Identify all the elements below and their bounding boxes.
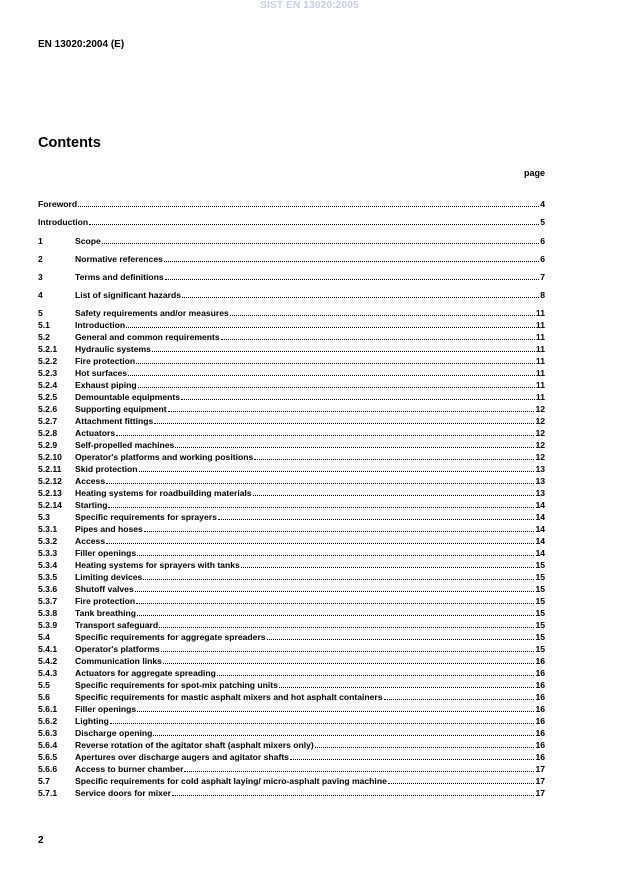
toc-entry[interactable] (38, 668, 545, 678)
toc-entry-page: 11 (535, 308, 545, 318)
toc-entry-page: 12 (535, 404, 545, 414)
toc-entry-title: Foreword (38, 199, 78, 209)
standard-id-header: EN 13020:2004 (E) (38, 39, 125, 50)
toc-entry-number: 5.3 (38, 512, 50, 522)
toc-entry-page: 16 (535, 668, 545, 678)
toc-entry-number: 5.3.3 (38, 548, 58, 558)
toc-entry-number: 5.2.10 (38, 452, 62, 462)
toc-entry-number: 5.4.1 (38, 644, 58, 654)
toc-entry[interactable] (38, 488, 545, 498)
toc-entry[interactable] (38, 740, 545, 750)
toc-dot-leader (138, 380, 535, 388)
toc-entry-page: 14 (535, 512, 545, 522)
toc-dot-leader (135, 584, 535, 592)
toc-entry-page: 13 (535, 464, 545, 474)
page-column-label: page (523, 168, 545, 178)
toc-entry-page: 15 (535, 596, 545, 606)
toc-entry-number: 5.1 (38, 320, 50, 330)
toc-entry-title: General and common requirements (75, 332, 220, 342)
toc-entry[interactable] (38, 596, 545, 606)
toc-entry[interactable] (38, 788, 545, 798)
toc-entry[interactable] (38, 368, 545, 378)
toc-entry-title: Operator's platforms and working positions (75, 452, 254, 462)
toc-dot-leader (110, 716, 535, 724)
toc-dot-leader (164, 254, 539, 262)
toc-dot-leader (253, 488, 535, 496)
toc-entry-title: Scope (75, 236, 101, 246)
toc-entry-page: 8 (540, 290, 545, 300)
toc-dot-leader (161, 644, 535, 652)
toc-dot-leader (181, 392, 535, 400)
toc-dot-leader (143, 572, 534, 580)
toc-dot-leader (241, 560, 535, 568)
toc-entry-number: 5.3.6 (38, 584, 58, 594)
toc-entry[interactable] (38, 512, 545, 522)
toc-entry-title: Service doors for mixer (75, 788, 172, 798)
toc-entry[interactable] (38, 404, 545, 414)
toc-entry[interactable] (38, 704, 545, 714)
toc-entry-title: Actuators for aggregate spreading (75, 668, 216, 678)
toc-entry-title: Heating systems for roadbuilding materials (75, 488, 252, 498)
toc-entry-number: 5.6.6 (38, 764, 58, 774)
toc-entry-page: 14 (535, 524, 545, 534)
toc-entry-page: 17 (535, 788, 545, 798)
toc-entry[interactable] (38, 356, 545, 366)
toc-dot-leader (154, 416, 534, 424)
toc-entry[interactable] (38, 764, 545, 774)
toc-dot-leader (182, 290, 539, 298)
toc-entry-title: Filler openings (75, 548, 137, 558)
toc-entry-number: 5.7.1 (38, 788, 58, 798)
toc-entry-page: 11 (535, 332, 545, 342)
toc-entry-title: Demountable equipments (75, 392, 181, 402)
toc-entry-number: 5.2.12 (38, 476, 62, 486)
toc-entry-title: Self-propelled machines (75, 440, 175, 450)
toc-dot-leader (279, 680, 534, 688)
toc-entry-page: 15 (535, 584, 545, 594)
toc-entry-page: 16 (535, 692, 545, 702)
toc-entry-page: 11 (535, 392, 545, 402)
toc-entry[interactable] (38, 440, 545, 450)
toc-dot-leader (126, 320, 535, 328)
toc-dot-leader (172, 788, 534, 796)
toc-entry-number: 5.2.4 (38, 380, 58, 390)
toc-entry-title: Terms and definitions (75, 272, 164, 282)
toc-entry-number: 5.3.2 (38, 536, 58, 546)
toc-entry-page: 15 (535, 644, 545, 654)
toc-entry-number: 5.3.8 (38, 608, 58, 618)
toc-dot-leader (137, 704, 534, 712)
toc-entry-page: 17 (535, 764, 545, 774)
toc-entry-title: Access (75, 476, 106, 486)
toc-entry[interactable] (38, 572, 545, 582)
toc-dot-leader (139, 464, 535, 472)
toc-entry-title: Exhaust piping (75, 380, 137, 390)
toc-entry-page: 13 (535, 488, 545, 498)
toc-dot-leader (108, 500, 534, 508)
toc-dot-leader (137, 608, 534, 616)
page-number: 2 (38, 835, 44, 846)
toc-dot-leader (184, 764, 534, 772)
toc-entry-number: 5.3.5 (38, 572, 58, 582)
toc-entry-page: 11 (535, 356, 545, 366)
toc-entry-page: 11 (535, 368, 545, 378)
toc-dot-leader (152, 344, 535, 352)
toc-dot-leader (153, 728, 534, 736)
toc-dot-leader (168, 404, 535, 412)
toc-entry-title: Actuators (75, 428, 116, 438)
toc-entry-page: 11 (535, 320, 545, 330)
toc-entry-page: 13 (535, 476, 545, 486)
toc-entry-title: Fire protection (75, 596, 136, 606)
toc-entry-number: 5.4 (38, 632, 50, 642)
toc-entry-page: 12 (535, 440, 545, 450)
toc-entry-page: 14 (535, 500, 545, 510)
toc-entry-title: Access to burner chamber (75, 764, 184, 774)
toc-entry-page: 12 (535, 428, 545, 438)
toc-entry[interactable] (38, 608, 545, 618)
toc-dot-leader (217, 668, 535, 676)
toc-entry[interactable] (38, 476, 545, 486)
toc-entry-title: List of significant hazards (75, 290, 182, 300)
toc-entry[interactable] (38, 199, 545, 209)
toc-entry-number: 5.2 (38, 332, 50, 342)
toc-entry-number: 5.3.9 (38, 620, 58, 630)
toc-entry-title: Lighting (75, 716, 109, 726)
toc-entry-page: 6 (540, 254, 545, 264)
toc-entry[interactable] (38, 680, 545, 690)
toc-entry-page: 4 (540, 199, 545, 209)
toc-entry[interactable] (38, 308, 545, 318)
page-title: Contents (38, 135, 101, 151)
toc-entry[interactable] (38, 290, 545, 300)
toc-entry[interactable] (38, 332, 545, 342)
toc-entry-number: 5.2.3 (38, 368, 58, 378)
toc-entry[interactable] (38, 428, 545, 438)
toc-entry-number: 5.4.2 (38, 656, 58, 666)
toc-entry-page: 5 (540, 217, 545, 227)
toc-dot-leader (290, 752, 534, 760)
toc-entry[interactable] (38, 524, 545, 534)
toc-dot-leader (136, 356, 535, 364)
toc-entry-page: 7 (540, 272, 545, 282)
toc-entry-number: 5.3.1 (38, 524, 58, 534)
toc-entry-page: 16 (535, 704, 545, 714)
toc-entry-page: 6 (540, 236, 545, 246)
toc-entry-title: Filler openings (75, 704, 137, 714)
toc-dot-leader (315, 740, 535, 748)
toc-entry-number: 2 (38, 254, 43, 264)
toc-entry-number: 5.6.4 (38, 740, 58, 750)
toc-entry-page: 15 (535, 608, 545, 618)
toc-dot-leader (144, 524, 535, 532)
toc-entry-page: 14 (535, 536, 545, 546)
toc-entry-title: Reverse rotation of the agitator shaft (asphalt mixers only) (75, 740, 314, 750)
toc-entry[interactable] (38, 464, 545, 474)
toc-entry-number: 5.6.2 (38, 716, 58, 726)
toc-entry-page: 12 (535, 452, 545, 462)
toc-entry[interactable] (38, 536, 545, 546)
toc-dot-leader (159, 620, 534, 628)
toc-entry-page: 11 (535, 344, 545, 354)
toc-entry-page: 15 (535, 620, 545, 630)
toc-entry-title: Skid protection (75, 464, 138, 474)
toc-entry-title: Discharge opening (75, 728, 153, 738)
toc-entry-number: 5.4.3 (38, 668, 58, 678)
toc-entry[interactable] (38, 632, 545, 642)
toc-dot-leader (163, 656, 535, 664)
toc-entry-page: 16 (535, 740, 545, 750)
toc-dot-leader (218, 512, 535, 520)
toc-entry-number: 1 (38, 236, 43, 246)
toc-entry-number: 5.7 (38, 776, 50, 786)
toc-entry[interactable] (38, 752, 545, 762)
toc-entry-title: Pipes and hoses (75, 524, 143, 534)
toc-dot-leader (384, 692, 535, 700)
toc-entry-number: 5.2.7 (38, 416, 58, 426)
toc-entry-number: 5.2.6 (38, 404, 58, 414)
toc-entry-page: 16 (535, 656, 545, 666)
toc-entry-number: 5.2.5 (38, 392, 58, 402)
toc-entry-number: 5.2.2 (38, 356, 58, 366)
toc-entry-number: 5.6.1 (38, 704, 58, 714)
toc-entry-title: Heating systems for sprayers with tanks (75, 560, 240, 570)
toc-entry-title: Access (75, 536, 106, 546)
toc-entry[interactable] (38, 380, 545, 390)
toc-entry[interactable] (38, 776, 545, 786)
toc-entry[interactable] (38, 620, 545, 630)
toc-entry-title: Communication links (75, 656, 162, 666)
toc-entry[interactable] (38, 217, 545, 227)
toc-entry-page: 16 (535, 716, 545, 726)
toc-entry[interactable] (38, 236, 545, 246)
toc-dot-leader (106, 536, 534, 544)
toc-entry-number: 5.6.3 (38, 728, 58, 738)
toc-entry-number: 5.2.1 (38, 344, 58, 354)
toc-entry-title: Specific requirements for cold asphalt laying/ micro-asphalt paving machine (75, 776, 387, 786)
toc-dot-leader (175, 440, 534, 448)
toc-dot-leader (106, 476, 534, 484)
toc-dot-leader (128, 368, 535, 376)
toc-entry-number: 5.2.11 (38, 464, 62, 474)
toc-entry-title: Supporting equipment (75, 404, 167, 414)
toc-entry-title: Apertures over discharge augers and agitator shafts (75, 752, 289, 762)
toc-entry-number: 5.3.7 (38, 596, 58, 606)
toc-entry-page: 17 (535, 776, 545, 786)
toc-entry[interactable] (38, 644, 545, 654)
toc-dot-leader (267, 632, 535, 640)
toc-entry-page: 12 (535, 416, 545, 426)
toc-entry-title: Hot surfaces (75, 368, 128, 378)
toc-entry[interactable] (38, 320, 545, 330)
toc-dot-leader (388, 776, 535, 784)
toc-entry-page: 14 (535, 548, 545, 558)
toc-entry-number: 5.2.13 (38, 488, 62, 498)
toc-entry-number: 5.6 (38, 692, 50, 702)
toc-entry-page: 15 (535, 632, 545, 642)
toc-entry[interactable] (38, 500, 545, 510)
watermark: SIST EN 13020:2005 (260, 0, 359, 11)
toc-entry[interactable] (38, 392, 545, 402)
toc-entry-title: Specific requirements for aggregate spreaders (75, 632, 266, 642)
toc-dot-leader (116, 428, 534, 436)
toc-dot-leader (102, 236, 539, 244)
toc-entry-number: 3 (38, 272, 43, 282)
toc-dot-leader (136, 596, 534, 604)
toc-entry[interactable] (38, 272, 545, 282)
toc-entry-number: 5 (38, 308, 43, 318)
toc-dot-leader (78, 199, 539, 207)
toc-entry[interactable] (38, 692, 545, 702)
toc-entry-title: Attachment fittings (75, 416, 154, 426)
toc-dot-leader (137, 548, 534, 556)
toc-entry[interactable] (38, 728, 545, 738)
toc-entry[interactable] (38, 584, 545, 594)
toc-entry-page: 16 (535, 752, 545, 762)
toc-dot-leader (221, 332, 535, 340)
toc-entry-title: Operator's platforms (75, 644, 160, 654)
toc-entry-page: 11 (535, 380, 545, 390)
toc-entry[interactable] (38, 548, 545, 558)
toc-entry-number: 5.2.14 (38, 500, 62, 510)
toc-entry-title: Hydraulic systems (75, 344, 151, 354)
toc-entry-number: 5.5 (38, 680, 50, 690)
toc-entry-title: Specific requirements for mastic asphalt mixers and hot asphalt containers (75, 692, 383, 702)
toc-dot-leader (230, 308, 535, 316)
toc-entry-title: Normative references (75, 254, 163, 264)
toc-entry-title: Shutoff valves (75, 584, 134, 594)
toc-entry-page: 16 (535, 728, 545, 738)
toc-dot-leader (89, 217, 539, 225)
toc-entry[interactable] (38, 656, 545, 666)
toc-entry-title: Safety requirements and/or measures (75, 308, 229, 318)
toc-entry-title: Tank breathing (75, 608, 136, 618)
toc-entry-number: 5.3.4 (38, 560, 58, 570)
toc-entry-title: Specific requirements for spot-mix patching units (75, 680, 278, 690)
toc-entry[interactable] (38, 416, 545, 426)
toc-dot-leader (165, 272, 540, 280)
toc-entry-page: 16 (535, 680, 545, 690)
toc-entry[interactable] (38, 716, 545, 726)
toc-entry-title: Introduction (75, 320, 126, 330)
toc-entry-title: Fire protection (75, 356, 136, 366)
toc-entry-number: 5.2.9 (38, 440, 58, 450)
toc-entry[interactable] (38, 452, 545, 462)
toc-entry[interactable] (38, 254, 545, 264)
toc-entry-page: 15 (535, 560, 545, 570)
toc-entry-title: Starting (75, 500, 108, 510)
toc-entry-title: Transport safeguard (75, 620, 159, 630)
toc-entry-title: Introduction (38, 217, 89, 227)
toc-entry[interactable] (38, 344, 545, 354)
toc-entry-number: 4 (38, 290, 43, 300)
toc-dot-leader (254, 452, 534, 460)
toc-entry-number: 5.2.8 (38, 428, 58, 438)
toc-entry[interactable] (38, 560, 545, 570)
toc-entry-title: Specific requirements for sprayers (75, 512, 217, 522)
toc-entry-number: 5.6.5 (38, 752, 58, 762)
toc-entry-page: 15 (535, 572, 545, 582)
toc-entry-title: Limiting devices (75, 572, 143, 582)
